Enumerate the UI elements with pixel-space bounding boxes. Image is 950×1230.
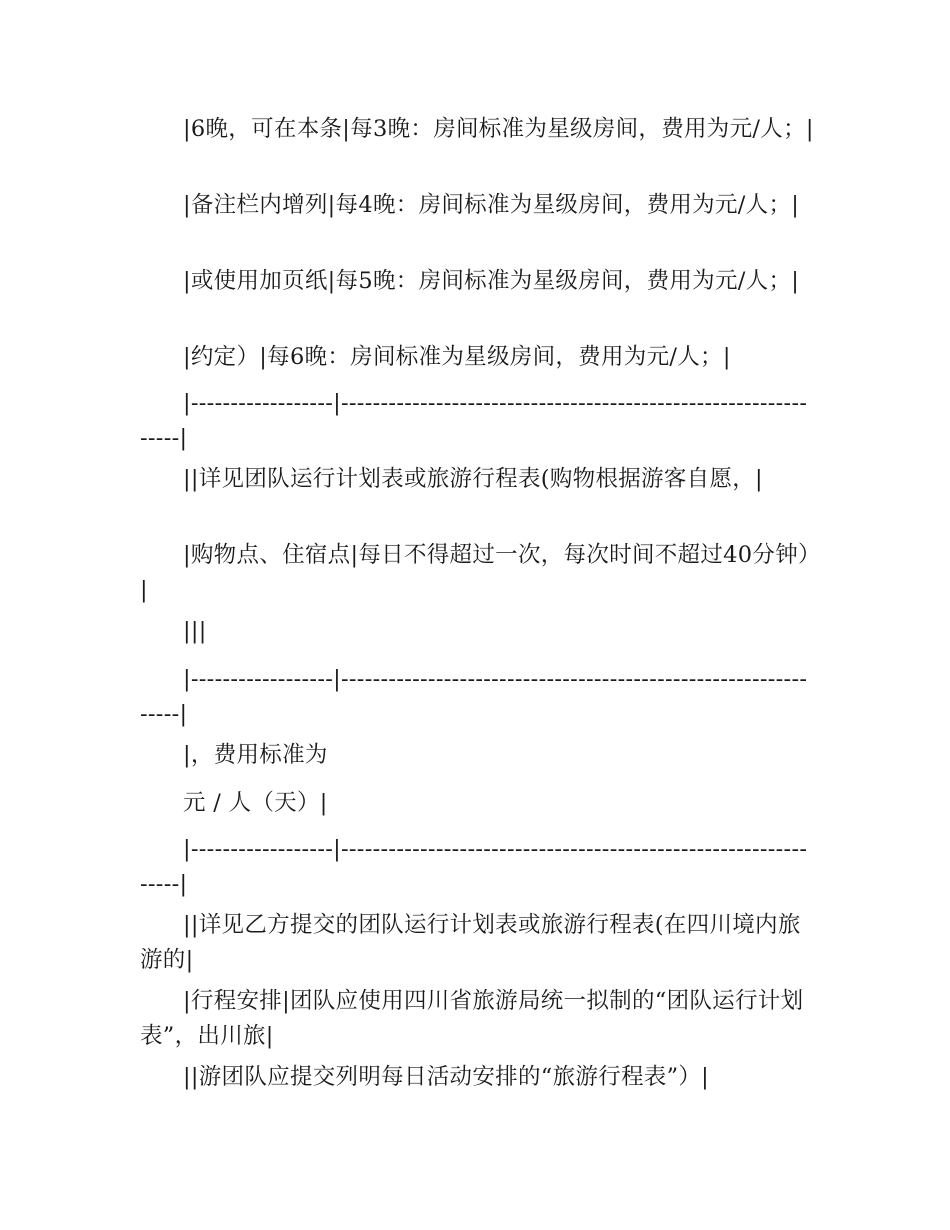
text-line-2: |备注栏内增列|每4晚：房间标准为星级房间，费用为元/人；|	[183, 192, 800, 218]
text-line-3: |或使用加页纸|每5晚：房间标准为星级房间，费用为元/人；|	[183, 268, 800, 294]
text-line-1: |6晚，可在本条|每3晚：房间标准为星级房间，费用为元/人；|	[183, 116, 814, 142]
table-divider-3: |------------------|----------------------------------------------------------------|	[140, 836, 808, 897]
text-line-6: |购物点、住宿点|每日不得超过一次，每次时间不超过40分钟）|	[140, 542, 810, 603]
text-line-12: ||游团队应提交列明每日活动安排的“旅游行程表”）|	[183, 1064, 710, 1090]
table-divider-2: |------------------|----------------------------------------------------------------|	[140, 666, 808, 727]
text-line-8: |，费用标准为	[183, 742, 328, 768]
text-line-5: ||详见团队运行计划表或旅游行程表(购物根据游客自愿，|	[183, 466, 763, 492]
text-line-4: |约定）|每6晚：房间标准为星级房间，费用为元/人；|	[183, 344, 731, 370]
text-line-9: 元 / 人（天）|	[183, 790, 328, 816]
text-line-11: |行程安排|团队应使用四川省旅游局统一拟制的“团队运行计划表”，出川旅|	[140, 988, 804, 1049]
text-line-7: |||	[183, 618, 207, 644]
text-line-10: ||详见乙方提交的团队运行计划表或旅游行程表(在四川境内旅游的|	[140, 912, 801, 973]
table-divider-1: |------------------|----------------------------------------------------------------|	[140, 390, 808, 451]
